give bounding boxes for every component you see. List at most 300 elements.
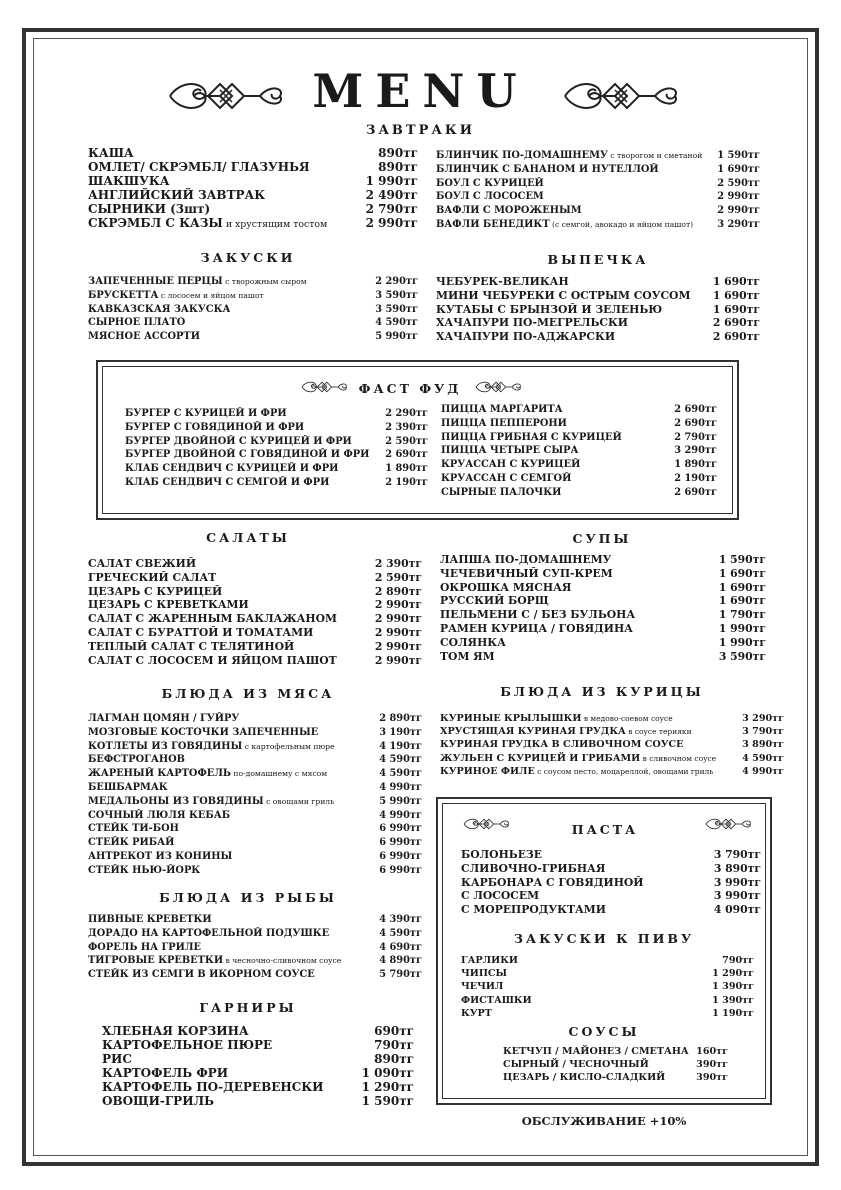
menu-item-price: 2 990тг xyxy=(717,205,760,217)
menu-item xyxy=(102,1080,414,1094)
menu-item xyxy=(125,435,428,449)
menu-item-price: 3 590тг xyxy=(375,289,418,301)
menu-item-name: ШАКШУКА xyxy=(88,174,170,188)
menu-item-label xyxy=(436,204,582,218)
menu-item-name: АНТРЕКОТ ИЗ КОНИНЫ xyxy=(88,850,233,862)
sauces-heading: СОУСЫ xyxy=(568,1024,640,1039)
menu-item-price: 5 990тг xyxy=(379,795,422,807)
menu-item-name: СТЕЙК РИБАЙ xyxy=(88,837,175,849)
menu-item-name: БОУЛ С ЛОСОСЕМ xyxy=(436,191,544,203)
menu-item xyxy=(461,876,761,890)
fastfood-list-right xyxy=(441,403,717,500)
menu-item xyxy=(88,927,422,941)
menu-item-name: СТЕЙК ИЗ СЕМГИ В ИКОРНОМ СОУСЕ xyxy=(88,969,315,981)
menu-item xyxy=(88,216,418,230)
menu-item xyxy=(436,177,760,191)
menu-item-label xyxy=(461,876,644,891)
menu-item-price: 6 990тг xyxy=(379,823,422,835)
menu-item-price: 2 290тг xyxy=(385,408,428,419)
menu-item-price: 1 190тг xyxy=(712,1007,754,1019)
menu-item xyxy=(441,417,717,431)
menu-item-price: 3 290тг xyxy=(674,445,717,457)
menu-item-name: САЛАТ С ЖАРЕННЫМ БАКЛАЖАНОМ xyxy=(88,612,337,626)
menu-item-desc: по-домашнему с мясом xyxy=(230,769,328,779)
menu-item-price: 2 590тг xyxy=(385,435,428,447)
menu-item xyxy=(102,1038,414,1052)
menu-item-label xyxy=(88,740,335,754)
salads-list xyxy=(88,557,422,667)
menu-item-price: 4 990тг xyxy=(742,765,784,777)
menu-item-label xyxy=(88,927,329,941)
salads-heading: САЛАТЫ xyxy=(206,530,290,545)
menu-item-price: 4 390тг xyxy=(379,914,422,925)
menu-item-name: КЛАБ СЕНДВИЧ С КУРИЦЕЙ И ФРИ xyxy=(125,463,339,475)
menu-item-price: 4 090тг xyxy=(713,903,761,917)
menu-item-name: КАРТОФЕЛЬ ПО-ДЕРЕВЕНСКИ xyxy=(102,1080,324,1094)
menu-item xyxy=(436,330,760,344)
menu-item xyxy=(88,275,418,289)
menu-item-label xyxy=(88,626,313,641)
menu-item-name: ВАФЛИ С МОРОЖЕНЫМ xyxy=(436,205,582,217)
menu-item-label xyxy=(125,476,329,490)
menu-item-label xyxy=(441,486,561,500)
menu-item-price: 790тг xyxy=(374,1038,414,1052)
menu-item-price: 2 690тг xyxy=(385,449,428,461)
menu-item xyxy=(88,726,422,740)
menu-item-price: 3 790тг xyxy=(742,726,784,738)
menu-item xyxy=(88,640,422,654)
service-charge: ОБСЛУЖИВАНИЕ +10% xyxy=(521,1114,687,1128)
menu-item xyxy=(440,567,766,581)
menu-item-label xyxy=(436,177,544,191)
menu-item-price: 3 290тг xyxy=(742,713,784,724)
menu-item xyxy=(88,968,422,982)
menu-item xyxy=(88,712,422,726)
bakery-list xyxy=(436,275,760,344)
menu-item-price: 2 690тг xyxy=(674,404,717,415)
menu-item-name: КАРБОНАРА С ГОВЯДИНОЙ xyxy=(461,875,644,889)
menu-item xyxy=(88,781,422,795)
menu-item xyxy=(88,598,422,612)
menu-item-label xyxy=(125,435,352,449)
menu-item-name: СТЕЙК ТИ-БОН xyxy=(88,823,179,835)
menu-item-name: СОЛЯНКА xyxy=(440,635,506,649)
menu-item xyxy=(440,594,766,608)
menu-item-name: ПИЦЦА ЧЕТЫРЕ СЫРА xyxy=(441,445,579,457)
menu-item-price: 2 690тг xyxy=(712,330,760,344)
menu-item-price: 2 190тг xyxy=(385,476,428,488)
menu-item-label xyxy=(88,941,201,955)
menu-item-name: ЧЕБУРЕК-ВЕЛИКАН xyxy=(436,275,569,288)
menu-item-name: ОМЛЕТ/ СКРЭМБЛ/ ГЛАЗУНЬЯ xyxy=(88,160,310,174)
menu-item xyxy=(125,476,428,490)
menu-item xyxy=(436,218,760,232)
menu-item-price: 3 290тг xyxy=(717,218,760,230)
menu-item-label xyxy=(88,913,212,927)
menu-item xyxy=(102,1024,414,1038)
menu-item-name: ЧЕЧИЛ xyxy=(461,981,504,993)
menu-item-name: СТЕЙК НЬЮ-ЙОРК xyxy=(88,864,201,876)
menu-title: MENU xyxy=(312,64,529,118)
menu-item-name: КУРТ xyxy=(461,1007,492,1019)
menu-item-label xyxy=(441,458,580,472)
chicken-heading: БЛЮДА ИЗ КУРИЦЫ xyxy=(500,684,704,699)
menu-item-name: БУРГЕР С КУРИЦЕЙ И ФРИ xyxy=(125,408,287,419)
menu-item-price: 3 990тг xyxy=(713,889,761,903)
menu-item-name: ОКРОШКА МЯСНАЯ xyxy=(440,580,572,594)
menu-item-price: 5 990тг xyxy=(375,331,418,343)
menu-item-name: ФОРЕЛЬ НА ГРИЛЕ xyxy=(88,941,201,953)
menu-item-price: 4 590тг xyxy=(379,754,422,766)
menu-item xyxy=(461,980,754,993)
menu-item xyxy=(88,289,418,303)
menu-item-name: ЛАГМАН ЦОМЯН / ГУЙРУ xyxy=(88,713,240,724)
menu-item xyxy=(125,462,428,476)
menu-item-price: 1 590тг xyxy=(718,553,766,566)
breakfast-list-right xyxy=(436,149,760,232)
menu-item-name: СЫРНОЕ ПЛАТО xyxy=(88,317,186,329)
menu-item-name: С ЛОСОСЕМ xyxy=(461,889,540,903)
menu-item-price: 6 990тг xyxy=(379,864,422,876)
menu-item-price: 1 690тг xyxy=(718,594,766,608)
menu-item-label xyxy=(461,889,539,904)
menu-item-label xyxy=(436,149,702,163)
menu-item-desc: с лососем и яйцом пашот xyxy=(158,290,264,300)
menu-item-name: ЧИПСЫ xyxy=(461,968,508,980)
menu-item xyxy=(503,1058,728,1071)
menu-item xyxy=(436,190,760,204)
menu-item-price: 2 490тг xyxy=(365,188,418,202)
menu-item-name: ДОРАДО НА КАРТОФЕЛЬНОЙ ПОДУШКЕ xyxy=(88,927,330,939)
menu-item-name: КРУАССАН С КУРИЦЕЙ xyxy=(441,459,581,471)
menu-item xyxy=(88,571,422,585)
menu-item xyxy=(461,994,754,1007)
fastfood-heading: ФАСТ ФУД xyxy=(358,381,462,396)
menu-item-price: 1 690тг xyxy=(718,566,766,580)
menu-item-label xyxy=(88,640,294,655)
soups-list xyxy=(440,553,766,663)
menu-item-label xyxy=(461,862,605,877)
menu-item xyxy=(88,795,422,809)
menu-item-price: 2 590тг xyxy=(374,570,422,584)
menu-item-price: 3 790тг xyxy=(713,848,761,861)
menu-item-name: РАМЕН КУРИЦА / ГОВЯДИНА xyxy=(440,621,633,635)
menu-item xyxy=(436,303,760,317)
menu-item-label xyxy=(88,612,337,627)
menu-item xyxy=(88,767,422,781)
menu-item-price: 3 590тг xyxy=(375,303,418,315)
breakfast-list-left xyxy=(88,146,418,230)
menu-item-name: СЛИВОЧНО-ГРИБНАЯ xyxy=(461,861,606,875)
menu-item xyxy=(441,403,717,417)
menu-item xyxy=(88,626,422,640)
menu-item-label xyxy=(440,765,713,778)
menu-item-label xyxy=(436,289,690,304)
menu-item-label xyxy=(441,431,622,445)
menu-item-name: ТИГРОВЫЕ КРЕВЕТКИ xyxy=(88,955,224,967)
pasta-ornament-left-icon xyxy=(460,815,512,833)
menu-item-price: 2 690тг xyxy=(674,486,717,498)
menu-item-label xyxy=(88,712,239,726)
menu-item-label xyxy=(88,864,200,878)
menu-item-price: 3 890тг xyxy=(742,739,784,751)
menu-item-price: 2 390тг xyxy=(374,557,422,570)
fastfood-ornament-left-icon xyxy=(298,378,350,396)
menu-item-label xyxy=(88,836,174,850)
menu-item-name: ПИЦЦА ГРИБНАЯ С КУРИЦЕЙ xyxy=(441,431,622,443)
menu-item-price: 790тг xyxy=(722,955,754,966)
menu-item-price: 4 690тг xyxy=(379,941,422,953)
menu-item-name: ЦЕЗАРЬ / КИСЛО-СЛАДКИЙ xyxy=(503,1072,666,1084)
menu-item-label xyxy=(461,994,532,1007)
menu-item-price: 1 690тг xyxy=(712,288,760,302)
menu-item-price: 1 990тг xyxy=(365,174,418,188)
menu-item-label xyxy=(88,809,230,823)
menu-item-label xyxy=(102,1094,214,1110)
menu-item-label xyxy=(88,767,327,781)
menu-item-label xyxy=(461,954,518,967)
menu-item xyxy=(440,636,766,650)
menu-item-name: ГАРЛИКИ xyxy=(461,955,518,966)
menu-item-label xyxy=(440,594,549,609)
menu-item-name: САЛАТ СВЕЖИЙ xyxy=(88,557,197,570)
menu-item xyxy=(436,316,760,330)
menu-item-name: ХЛЕБНАЯ КОРЗИНА xyxy=(102,1024,249,1038)
menu-item-name: БЛИНЧИК С БАНАНОМ И НУТЕЛЛОЙ xyxy=(436,163,659,175)
menu-item xyxy=(88,913,422,927)
menu-item-price: 3 590тг xyxy=(718,649,766,663)
menu-item-price: 160тг xyxy=(696,1046,728,1057)
menu-item xyxy=(461,954,754,967)
menu-item-name: СЫРНИКИ (3шт) xyxy=(88,202,211,216)
menu-item xyxy=(88,822,422,836)
menu-item-price: 2 990тг xyxy=(374,639,422,653)
menu-item-label xyxy=(436,316,628,331)
menu-item-price: 2 890тг xyxy=(374,584,422,598)
menu-item-name: БУРГЕР С ГОВЯДИНОЙ И ФРИ xyxy=(125,421,305,433)
menu-item xyxy=(88,753,422,767)
menu-item-desc: с овощами гриль xyxy=(263,796,335,806)
menu-item xyxy=(441,486,717,500)
left-ornament-icon xyxy=(160,72,290,120)
menu-item xyxy=(88,303,418,317)
menu-item-name: ЖУЛЬЕН С КУРИЦЕЙ И ГРИБАМИ xyxy=(440,752,641,764)
menu-item-label xyxy=(440,738,683,751)
menu-item-label xyxy=(436,218,693,232)
menu-item xyxy=(436,275,760,289)
menu-item-label xyxy=(440,581,571,596)
menu-item-name: КАША xyxy=(88,146,134,160)
menu-item-price: 690тг xyxy=(374,1024,414,1038)
menu-item-price: 3 190тг xyxy=(379,726,422,738)
menu-item-name: КУРИНОЕ ФИЛЕ xyxy=(440,765,535,777)
menu-item xyxy=(88,654,422,668)
menu-item-label xyxy=(503,1071,665,1084)
menu-item-name: С МОРЕПРОДУКТАМИ xyxy=(461,903,606,917)
menu-item xyxy=(88,740,422,754)
menu-item xyxy=(88,941,422,955)
menu-item-price: 4 890тг xyxy=(379,955,422,967)
menu-item-label xyxy=(88,968,315,982)
menu-item-price: 2 890тг xyxy=(379,713,422,724)
menu-item-label xyxy=(503,1045,689,1058)
menu-item xyxy=(440,712,784,725)
menu-item xyxy=(88,146,418,160)
menu-item-price: 1 690тг xyxy=(718,580,766,594)
menu-item-price: 1 690тг xyxy=(712,302,760,316)
menu-item-price: 3 890тг xyxy=(713,861,761,875)
menu-item-price: 1 590тг xyxy=(361,1094,414,1108)
menu-item-label xyxy=(88,726,318,740)
menu-item-desc: (с семгой, авокадо и яйцом пашот) xyxy=(549,219,694,229)
menu-item xyxy=(461,889,761,903)
menu-item-label xyxy=(441,417,567,431)
menu-item-label xyxy=(88,557,196,572)
menu-item xyxy=(461,848,761,862)
menu-item-desc: в медово-соевом соусе xyxy=(581,714,673,723)
menu-item xyxy=(436,163,760,177)
menu-item xyxy=(88,836,422,850)
menu-item-name: БУРГЕР ДВОЙНОЙ С ГОВЯДИНОЙ И ФРИ xyxy=(125,449,370,461)
menu-item-price: 2 290тг xyxy=(375,276,418,287)
menu-item-desc: с творожным сыром xyxy=(222,277,307,286)
menu-item-price: 890тг xyxy=(374,1052,414,1066)
menu-item-price: 1 690тг xyxy=(717,163,760,175)
menu-item-desc: с творогом и сметаной xyxy=(607,151,703,160)
snacks-list xyxy=(88,275,418,344)
menu-item-price: 2 990тг xyxy=(717,191,760,203)
menu-item-name: КАРТОФЕЛЬНОЕ ПЮРЕ xyxy=(102,1038,273,1052)
menu-item-name: АНГЛИЙСКИЙ ЗАВТРАК xyxy=(88,188,266,202)
menu-item-label xyxy=(88,585,222,600)
menu-item-label xyxy=(436,330,615,345)
menu-item-desc: в соусе терияки xyxy=(625,727,692,737)
menu-item-name: БЛИНЧИК ПО-ДОМАШНЕМУ xyxy=(436,150,608,161)
fish-heading: БЛЮДА ИЗ РЫБЫ xyxy=(159,890,337,905)
menu-item-label xyxy=(88,654,337,669)
menu-item-price: 2 790тг xyxy=(365,202,418,216)
menu-item xyxy=(441,431,717,445)
sides-heading: ГАРНИРЫ xyxy=(199,1000,297,1015)
menu-item xyxy=(461,903,761,917)
menu-item xyxy=(88,809,422,823)
menu-item-price: 4 590тг xyxy=(379,927,422,939)
menu-item xyxy=(440,650,766,664)
menu-item-name: ПЕЛЬМЕНИ С / БЕЗ БУЛЬОНА xyxy=(440,608,636,622)
fastfood-ornament-right-icon xyxy=(472,378,524,396)
menu-item xyxy=(102,1052,414,1066)
menu-item-label xyxy=(88,954,341,968)
menu-item-price: 2 990тг xyxy=(374,653,422,667)
menu-item-label xyxy=(440,650,495,665)
menu-item-label xyxy=(440,752,716,765)
menu-item-label xyxy=(440,725,692,738)
menu-item xyxy=(88,330,418,344)
menu-item-label xyxy=(436,190,544,204)
menu-item xyxy=(88,160,418,174)
menu-item-label xyxy=(440,636,506,651)
menu-item xyxy=(436,149,760,163)
menu-item-label xyxy=(436,275,569,290)
menu-item xyxy=(440,725,784,738)
menu-item-label xyxy=(441,403,563,417)
menu-item-label xyxy=(441,472,571,486)
menu-item-desc: с соусом песто, моцареллой, овощами гриль xyxy=(534,766,714,776)
menu-item-name: ФИСТАШКИ xyxy=(461,994,532,1006)
menu-item-name: БЕШБАРМАК xyxy=(88,781,168,793)
menu-item-name: КЛАБ СЕНДВИЧ С СЕМГОЙ И ФРИ xyxy=(125,476,330,488)
menu-item-label xyxy=(88,850,232,864)
menu-item xyxy=(88,316,418,330)
menu-item xyxy=(461,967,754,980)
menu-item xyxy=(503,1045,728,1058)
menu-item xyxy=(461,1007,754,1020)
menu-item-price: 2 690тг xyxy=(674,417,717,429)
menu-item-label xyxy=(88,753,185,767)
menu-item-price: 890тг xyxy=(378,160,418,174)
menu-item-name: САЛАТ С ЛОСОСЕМ И ЯЙЦОМ ПАШОТ xyxy=(88,653,337,667)
menu-item-name: КРУАССАН С СЕМГОЙ xyxy=(441,472,572,484)
menu-item-label xyxy=(88,330,200,344)
menu-item xyxy=(88,557,422,571)
menu-item-name: КОТЛЕТЫ ИЗ ГОВЯДИНЫ xyxy=(88,740,243,752)
menu-item-label xyxy=(503,1058,649,1071)
chicken-list xyxy=(440,712,784,778)
menu-item-name: ЧЕЧЕВИЧНЫЙ СУП-КРЕМ xyxy=(440,566,613,580)
menu-item-name: ХРУСТЯЩАЯ КУРИНАЯ ГРУДКА xyxy=(440,726,626,738)
menu-item xyxy=(436,204,760,218)
menu-item-desc: в чесночно-сливочном соусе xyxy=(223,956,342,966)
menu-item-desc: с картофельным пюре xyxy=(242,741,335,751)
menu-item-name: МОЗГОВЫЕ КОСТОЧКИ ЗАПЕЧЕННЫЕ xyxy=(88,726,319,738)
menu-item-price: 4 590тг xyxy=(379,768,422,780)
menu-item-price: 1 990тг xyxy=(718,635,766,649)
menu-item-label xyxy=(461,903,606,918)
menu-item-price: 2 590тг xyxy=(717,177,760,189)
menu-item xyxy=(125,407,428,421)
menu-item-price: 4 990тг xyxy=(379,781,422,793)
menu-item-label xyxy=(461,1007,492,1020)
beer-snacks-list xyxy=(461,954,754,1020)
menu-item-label xyxy=(461,980,503,993)
menu-item-price: 1 090тг xyxy=(361,1066,414,1080)
menu-item xyxy=(441,444,717,458)
menu-item-label xyxy=(88,598,249,613)
menu-item-desc: в сливочном соусе xyxy=(640,753,717,763)
menu-item xyxy=(440,553,766,567)
menu-item-label xyxy=(88,316,185,330)
menu-item-label xyxy=(461,967,507,980)
menu-item-name: СКРЭМБЛ С КАЗЫ xyxy=(88,216,223,230)
menu-item xyxy=(440,581,766,595)
menu-item-price: 1 690тг xyxy=(712,275,760,288)
menu-item xyxy=(440,752,784,765)
menu-item xyxy=(441,458,717,472)
menu-item-name: ТОМ ЯМ xyxy=(440,649,495,663)
menu-item-name: ХАЧАПУРИ ПО-АДЖАРСКИ xyxy=(436,330,616,344)
menu-item-name: ПИЦЦА ПЕППЕРОНИ xyxy=(441,417,567,429)
menu-item-name: МЯСНОЕ АССОРТИ xyxy=(88,331,200,343)
menu-item-name: КУТАБЫ С БРЫНЗОЙ И ЗЕЛЕНЬЮ xyxy=(436,302,663,316)
menu-item-label xyxy=(440,608,635,623)
menu-item-price: 1 790тг xyxy=(718,608,766,622)
menu-item-name: ЛАПША ПО-ДОМАШНЕМУ xyxy=(440,553,612,566)
menu-item-label xyxy=(461,848,542,863)
pasta-heading: ПАСТА xyxy=(571,822,639,837)
menu-item-label xyxy=(125,407,287,421)
menu-item-price: 1 890тг xyxy=(385,463,428,475)
menu-item xyxy=(88,202,418,216)
